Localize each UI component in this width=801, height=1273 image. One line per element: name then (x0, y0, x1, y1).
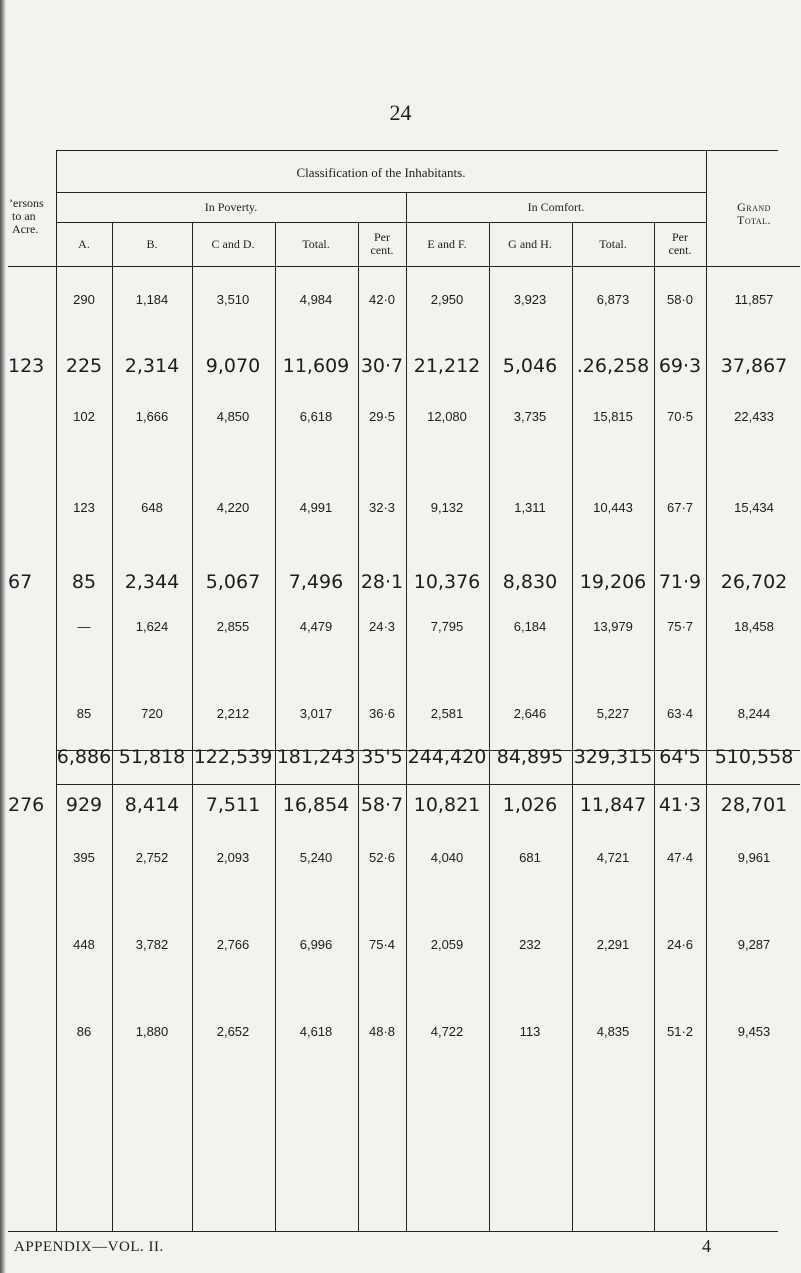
cell-gh: 84,895 (496, 746, 564, 768)
cell-ptotal: 6,618 (299, 409, 333, 424)
cell-ef: 21,212 (413, 355, 481, 377)
header-grand-line-1: Grand (737, 200, 771, 214)
cell-grand: 8,244 (737, 706, 771, 721)
cell-gh: 6,184 (513, 619, 547, 634)
rule-v-total-pct2 (654, 222, 655, 1231)
cell-gh: 1,311 (514, 500, 546, 515)
cell-b: 3,782 (135, 937, 169, 952)
cell-cpct: 58·0 (666, 292, 694, 307)
header-in-comfort: In Comfort. (527, 200, 585, 214)
cell-cpct: 67·7 (666, 500, 694, 515)
footer-appendix: APPENDIX—VOL. II. (14, 1239, 164, 1255)
cell-ptotal: 11,609 (282, 355, 350, 377)
cell-gh: 1,026 (502, 794, 558, 816)
cell-gh: 2,646 (513, 706, 547, 721)
rule-classification (56, 192, 706, 193)
cell-gh: 3,923 (513, 292, 547, 307)
rule-v-ef-gh (489, 222, 490, 1231)
cell-cd: 122,539 (193, 746, 273, 768)
cell-gh: 113 (519, 1024, 541, 1039)
cell-cpct: 69·3 (658, 355, 702, 377)
rule-v-a-b (112, 222, 113, 1231)
cell-ppct: 32·3 (368, 500, 396, 515)
cell-cpct: 70·5 (666, 409, 694, 424)
cell-ef: 10,821 (413, 794, 481, 816)
page-number: 24 (389, 100, 412, 125)
cell-ptotal: 4,991 (299, 500, 333, 515)
cell-ptotal: 16,854 (282, 794, 350, 816)
header-col-a: A. (78, 237, 90, 251)
cell-a: 86 (76, 1024, 92, 1039)
cell-ptotal: 6,996 (299, 937, 333, 952)
rule-top (56, 150, 778, 151)
cell-grand: 510,558 (714, 746, 794, 768)
cell-ctotal: 5,227 (596, 706, 630, 721)
cell-grand: 22,433 (734, 409, 774, 424)
cell-b: 1,624 (135, 619, 169, 634)
cell-ctotal: .26,258 (576, 355, 650, 377)
header-col-cd: C and D. (211, 237, 255, 251)
header-persons-line-2: to an (12, 209, 36, 223)
cell-cpct: 41·3 (658, 794, 702, 816)
cell-ctotal: 6,873 (596, 292, 630, 307)
cell-a: 395 (73, 850, 95, 865)
cell-ppct: 29·5 (368, 409, 396, 424)
cell-ef: 4,040 (430, 850, 464, 865)
header-col-poverty-total: Total. (302, 237, 330, 251)
cell-b: 8,414 (124, 794, 180, 816)
cell-cd: 4,850 (216, 409, 250, 424)
persons-per-acre-cell: 123 (8, 355, 45, 377)
cell-b: 51,818 (118, 746, 186, 768)
cell-a: 6,886 (56, 746, 112, 768)
cell-grand: 18,458 (734, 619, 774, 634)
rule-bottom (8, 1231, 778, 1232)
cell-b: 648 (141, 500, 163, 515)
cell-cpct: 71·9 (658, 571, 702, 593)
persons-per-acre-cell: 276 (8, 794, 45, 816)
cell-b: 2,752 (135, 850, 169, 865)
cell-cd: 4,220 (216, 500, 250, 515)
cell-cpct: 64'5 (659, 746, 701, 768)
cell-ppct: 48·8 (368, 1024, 396, 1039)
rule-v-gh-total (572, 222, 573, 1231)
cell-gh: 5,046 (502, 355, 558, 377)
cell-a: 85 (76, 706, 92, 721)
cell-ptotal: 4,479 (299, 619, 333, 634)
cell-ctotal: 329,315 (573, 746, 653, 768)
cell-a: 448 (73, 937, 95, 952)
cell-cd: 5,067 (205, 571, 261, 593)
cell-a: 290 (73, 292, 95, 307)
header-classification: Classification of the Inhabitants. (296, 165, 466, 180)
binding-edge (0, 0, 6, 1273)
header-col-poverty-pct-2: cent. (370, 243, 394, 257)
cell-cpct: 24·6 (666, 937, 694, 952)
cell-a: — (77, 619, 91, 634)
cell-grand: 26,702 (720, 571, 788, 593)
cell-ctotal: 19,206 (579, 571, 647, 593)
rule-v-total-pct (358, 222, 359, 1231)
cell-ppct: 36·6 (368, 706, 396, 721)
cell-b: 1,184 (135, 292, 169, 307)
cell-gh: 8,830 (502, 571, 558, 593)
header-col-poverty-pct-1: Per (374, 230, 390, 244)
header-col-ef: E and F. (427, 237, 467, 251)
cell-ppct: 52·6 (368, 850, 396, 865)
cell-ctotal: 11,847 (579, 794, 647, 816)
header-grand-line-2: Total. (736, 213, 772, 227)
cell-cd: 7,511 (205, 794, 261, 816)
cell-ptotal: 7,496 (288, 571, 344, 593)
cell-a: 123 (73, 500, 95, 515)
cell-ptotal: 3,017 (299, 706, 333, 721)
cell-ppct: 75·4 (368, 937, 396, 952)
cell-cd: 9,070 (205, 355, 261, 377)
header-in-poverty: In Poverty. (204, 200, 258, 214)
cell-ef: 12,080 (427, 409, 467, 424)
cell-grand: 15,434 (734, 500, 774, 515)
cell-gh: 3,735 (513, 409, 547, 424)
cell-a: 225 (65, 355, 103, 377)
cell-cd: 2,855 (216, 619, 250, 634)
cell-ppct: 58·7 (360, 794, 404, 816)
cell-b: 1,880 (135, 1024, 169, 1039)
rule-v-cd-total (275, 222, 276, 1231)
cell-ef: 10,376 (413, 571, 481, 593)
cell-cpct: 51·2 (666, 1024, 694, 1039)
cell-grand: 28,701 (720, 794, 788, 816)
cell-b: 2,314 (124, 355, 180, 377)
cell-gh: 681 (519, 850, 541, 865)
cell-grand: 9,961 (737, 850, 771, 865)
header-persons-line-1: ’ersons (9, 196, 44, 210)
header-persons-line-3: Acre. (12, 222, 39, 236)
cell-ef: 7,795 (430, 619, 464, 634)
cell-ppct: 24·3 (368, 619, 396, 634)
cell-ctotal: 13,979 (593, 619, 633, 634)
cell-cd: 2,212 (216, 706, 250, 721)
cell-ctotal: 15,815 (593, 409, 633, 424)
cell-ppct: 30·7 (360, 355, 404, 377)
cell-ptotal: 5,240 (299, 850, 333, 865)
persons-per-acre-cell: 67 (8, 571, 33, 593)
header-col-comfort-total: Total. (599, 237, 627, 251)
footer-signature-mark: 4 (702, 1236, 711, 1256)
cell-ppct: 28·1 (360, 571, 404, 593)
cell-ef: 4,722 (430, 1024, 464, 1039)
rule-total-bottom (56, 784, 800, 785)
header-col-gh: G and H. (508, 237, 552, 251)
cell-grand: 9,453 (737, 1024, 771, 1039)
cell-cpct: 63·4 (666, 706, 694, 721)
cell-b: 2,344 (124, 571, 180, 593)
cell-ctotal: 10,443 (593, 500, 633, 515)
cell-ef: 2,059 (430, 937, 464, 952)
header-col-comfort-pct-2: cent. (668, 243, 692, 257)
rule-v-grand (706, 150, 707, 1231)
cell-ctotal: 4,835 (596, 1024, 630, 1039)
rule-v-poverty-comfort (406, 192, 407, 1231)
cell-grand: 37,867 (720, 355, 788, 377)
cell-ptotal: 4,984 (299, 292, 333, 307)
cell-grand: 9,287 (737, 937, 771, 952)
cell-ef: 9,132 (430, 500, 464, 515)
cell-cpct: 47·4 (666, 850, 694, 865)
cell-a: 85 (71, 571, 97, 593)
cell-ef: 2,581 (430, 706, 464, 721)
cell-b: 720 (141, 706, 163, 721)
cell-cd: 2,093 (216, 850, 250, 865)
cell-ptotal: 181,243 (276, 746, 356, 768)
header-col-b: B. (146, 237, 158, 251)
cell-ppct: 35'5 (361, 746, 403, 768)
cell-ptotal: 4,618 (299, 1024, 333, 1039)
rule-v-persons (56, 150, 57, 1231)
cell-cd: 2,766 (216, 937, 250, 952)
cell-gh: 232 (519, 937, 541, 952)
cell-b: 1,666 (135, 409, 169, 424)
header-col-comfort-pct-1: Per (672, 230, 688, 244)
rule-v-b-cd (192, 222, 193, 1231)
cell-cd: 2,652 (216, 1024, 250, 1039)
rule-header-bottom (8, 266, 800, 267)
cell-ctotal: 2,291 (596, 937, 630, 952)
cell-ef: 244,420 (407, 746, 487, 768)
cell-cd: 3,510 (216, 292, 250, 307)
cell-ppct: 42·0 (368, 292, 396, 307)
rule-poverty-comfort (56, 222, 706, 223)
cell-grand: 11,857 (734, 292, 774, 307)
cell-ctotal: 4,721 (596, 850, 630, 865)
cell-ef: 2,950 (430, 292, 464, 307)
cell-cpct: 75·7 (666, 619, 694, 634)
cell-a: 929 (65, 794, 103, 816)
cell-a: 102 (73, 409, 95, 424)
